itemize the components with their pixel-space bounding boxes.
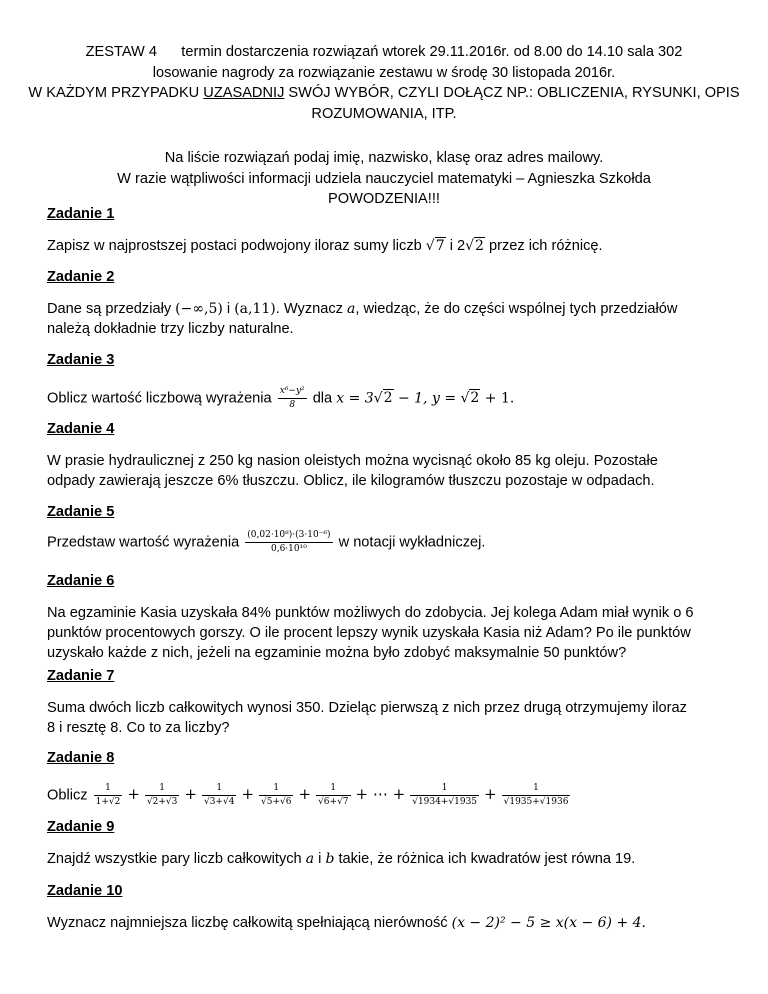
task-9-and: i (314, 851, 326, 867)
sqrt-2-x: √2 (373, 390, 393, 407)
ellipsis-sign: + ⋯ + (355, 785, 406, 804)
task-8-pre: Oblicz (47, 787, 92, 804)
plus-sign: + (484, 785, 497, 804)
task-4-text (47, 451, 727, 491)
header-line-3-pre: W KAŻDYM PRZYPADKU (28, 85, 204, 101)
task-2-text (47, 299, 727, 339)
info-block (0, 148, 768, 210)
task-4-line-2: odpady zawierają jeszcze 6% tłuszczu. Oblicz, ile kilogramów tłuszczu pozostaje w odpadach. (47, 473, 655, 489)
task-8-text (47, 783, 727, 808)
interval-2: (a,11) (234, 301, 276, 317)
task-5-title: Zadanie 5 (47, 504, 115, 520)
task-6-line-2: punktów procentowych gorszy. O ile procent lepszy wynik uzyskała Kasia niż Adam? Po ile punktów (47, 625, 691, 641)
sqrt-7: √7 (425, 238, 445, 254)
task-7-text (47, 698, 727, 738)
task-4-title: Zadanie 4 (47, 421, 115, 437)
task-3-x: x = 3 (336, 390, 374, 407)
sum-term-2: $\frac{1}{√2+√3}$ (146, 783, 178, 807)
task-9-post: takie, że różnica ich kwadratów jest równa 19. (334, 851, 636, 867)
task-7-line-1: Suma dwóch liczb całkowitych wynosi 350. Dzieląc pierwszą z nich przez drugą otrzymujemy iloraz (47, 700, 687, 716)
task-3-fraction: $\frac{\text{x⁶−y²}}{8}$ (279, 386, 305, 410)
task-5-post: w notacji wykładniczej. (334, 534, 486, 551)
header-underlined-word: UZASADNIJ (203, 85, 285, 101)
info-line-2: W razie wątpliwości informacji udziela nauczyciel matematyki – Agnieszka Szkołda (117, 170, 651, 187)
sum-term-6: $\frac{1}{√1934+√1935}$ (412, 783, 478, 807)
task-2-mid: . Wyznacz (275, 301, 347, 317)
task-6-text (47, 603, 727, 663)
plus-sign: + (298, 785, 312, 804)
task-2-title: Zadanie 2 (47, 269, 115, 285)
task-3-mid: dla (308, 390, 337, 407)
sum-term-1: $\frac{1}{1+√2}$ (95, 783, 121, 807)
plus-sign: + (241, 785, 255, 804)
task-3-pre: Oblicz wartość liczbową wyrażenia (47, 390, 276, 407)
document-header (0, 42, 768, 124)
task-10-title: Zadanie 10 (47, 883, 123, 899)
var-a: a (347, 301, 356, 317)
task-3-end: + 1. (480, 390, 515, 407)
task-2-pre: Dane są przedziały (47, 301, 176, 317)
task-10-text (47, 913, 727, 933)
task-1-post: przez ich różnicę. (484, 238, 603, 254)
var-a: a (305, 851, 315, 867)
sqrt-2: √2 (465, 238, 484, 254)
task-3-text (47, 386, 727, 411)
task-1-title: Zadanie 1 (47, 206, 115, 222)
task-9-pre: Znajdź wszystkie pary liczb całkowitych (47, 851, 306, 867)
task-7-line-2: 8 i resztę 8. Co to za liczby? (47, 720, 230, 736)
task-2-line-2: należą dokładnie trzy liczby naturalne. (47, 321, 294, 337)
task-5-pre: Przedstaw wartość wyrażenia (47, 534, 244, 551)
interval-1: (−∞,5) (175, 301, 223, 317)
header-line-1: ZESTAW 4 termin dostarczenia rozwiązań wtorek 29.11.2016r. od 8.00 do 14.10 sala 302 (85, 44, 683, 60)
task-1-mid: i 2 (445, 238, 466, 254)
task-6-title: Zadanie 6 (47, 573, 115, 589)
task-5-text (47, 530, 727, 555)
header-line-4: ROZUMOWANIA, ITP. (311, 105, 457, 122)
task-3-title: Zadanie 3 (47, 352, 115, 368)
task-5-fraction: $\frac{\text{(0,02·10⁸)·(3·10⁻⁶)}}{\text{0,6·10¹⁰}}$ (247, 530, 331, 554)
task-1-pre: Zapisz w najprostszej postaci podwojony iloraz sumy liczb (47, 238, 426, 254)
task-8-title: Zadanie 8 (47, 750, 115, 766)
task-7-title: Zadanie 7 (47, 668, 115, 684)
task-9-text (47, 849, 727, 869)
sqrt-2-y: √2 (460, 390, 480, 407)
task-2-post: , wiedząc, że do części wspólnej tych przedziałów (355, 301, 678, 317)
task-9-title: Zadanie 9 (47, 819, 115, 835)
task-1-text (47, 236, 727, 256)
task-10-inequality: (x − 2)² − 5 ≥ x(x − 6) + 4. (451, 915, 647, 931)
plus-sign: + (184, 785, 197, 804)
header-line-3 (0, 83, 768, 104)
sum-term-5: $\frac{1}{√6+√7}$ (318, 783, 349, 807)
task-2-and: i (222, 301, 235, 317)
plus-sign: + (127, 785, 140, 804)
task-6-line-1: Na egzaminie Kasia uzyskała 84% punktów możliwych do zdobycia. Jej kolega Adam miał wynik o 6 (47, 605, 694, 621)
header-line-2: losowanie nagrody za rozwiązanie zestawu w środę 30 listopada 2016r. (152, 64, 616, 81)
info-line-3: POWODZENIA!!! (328, 191, 440, 207)
task-3-y: − 1, y = (393, 390, 461, 407)
sum-term-7: $\frac{1}{√1935+√1936}$ (503, 783, 569, 807)
var-b: b (325, 851, 335, 867)
sum-term-3: $\frac{1}{√3+√4}$ (203, 783, 235, 807)
task-10-pre: Wyznacz najmniejsza liczbę całkowitą spełniającą nierówność (47, 915, 452, 931)
header-line-3-post: SWÓJ WYBÓR, CZYLI DOŁĄCZ NP.: OBLICZENIA, RYSUNKI, OPIS (284, 85, 740, 101)
sum-term-4: $\frac{1}{√5+√6}$ (261, 783, 292, 807)
info-line-1: Na liście rozwiązań podaj imię, nazwisko, klasę oraz adres mailowy. (164, 150, 604, 166)
task-6-line-3: uzyskało każde z nich, jeżeli na egzaminie można było zdobyć maksymalnie 50 punktów? (47, 645, 627, 661)
task-4-line-1: W prasie hydraulicznej z 250 kg nasion oleistych można wycisnąć około 85 kg oleju. Pozostałe (47, 453, 658, 469)
